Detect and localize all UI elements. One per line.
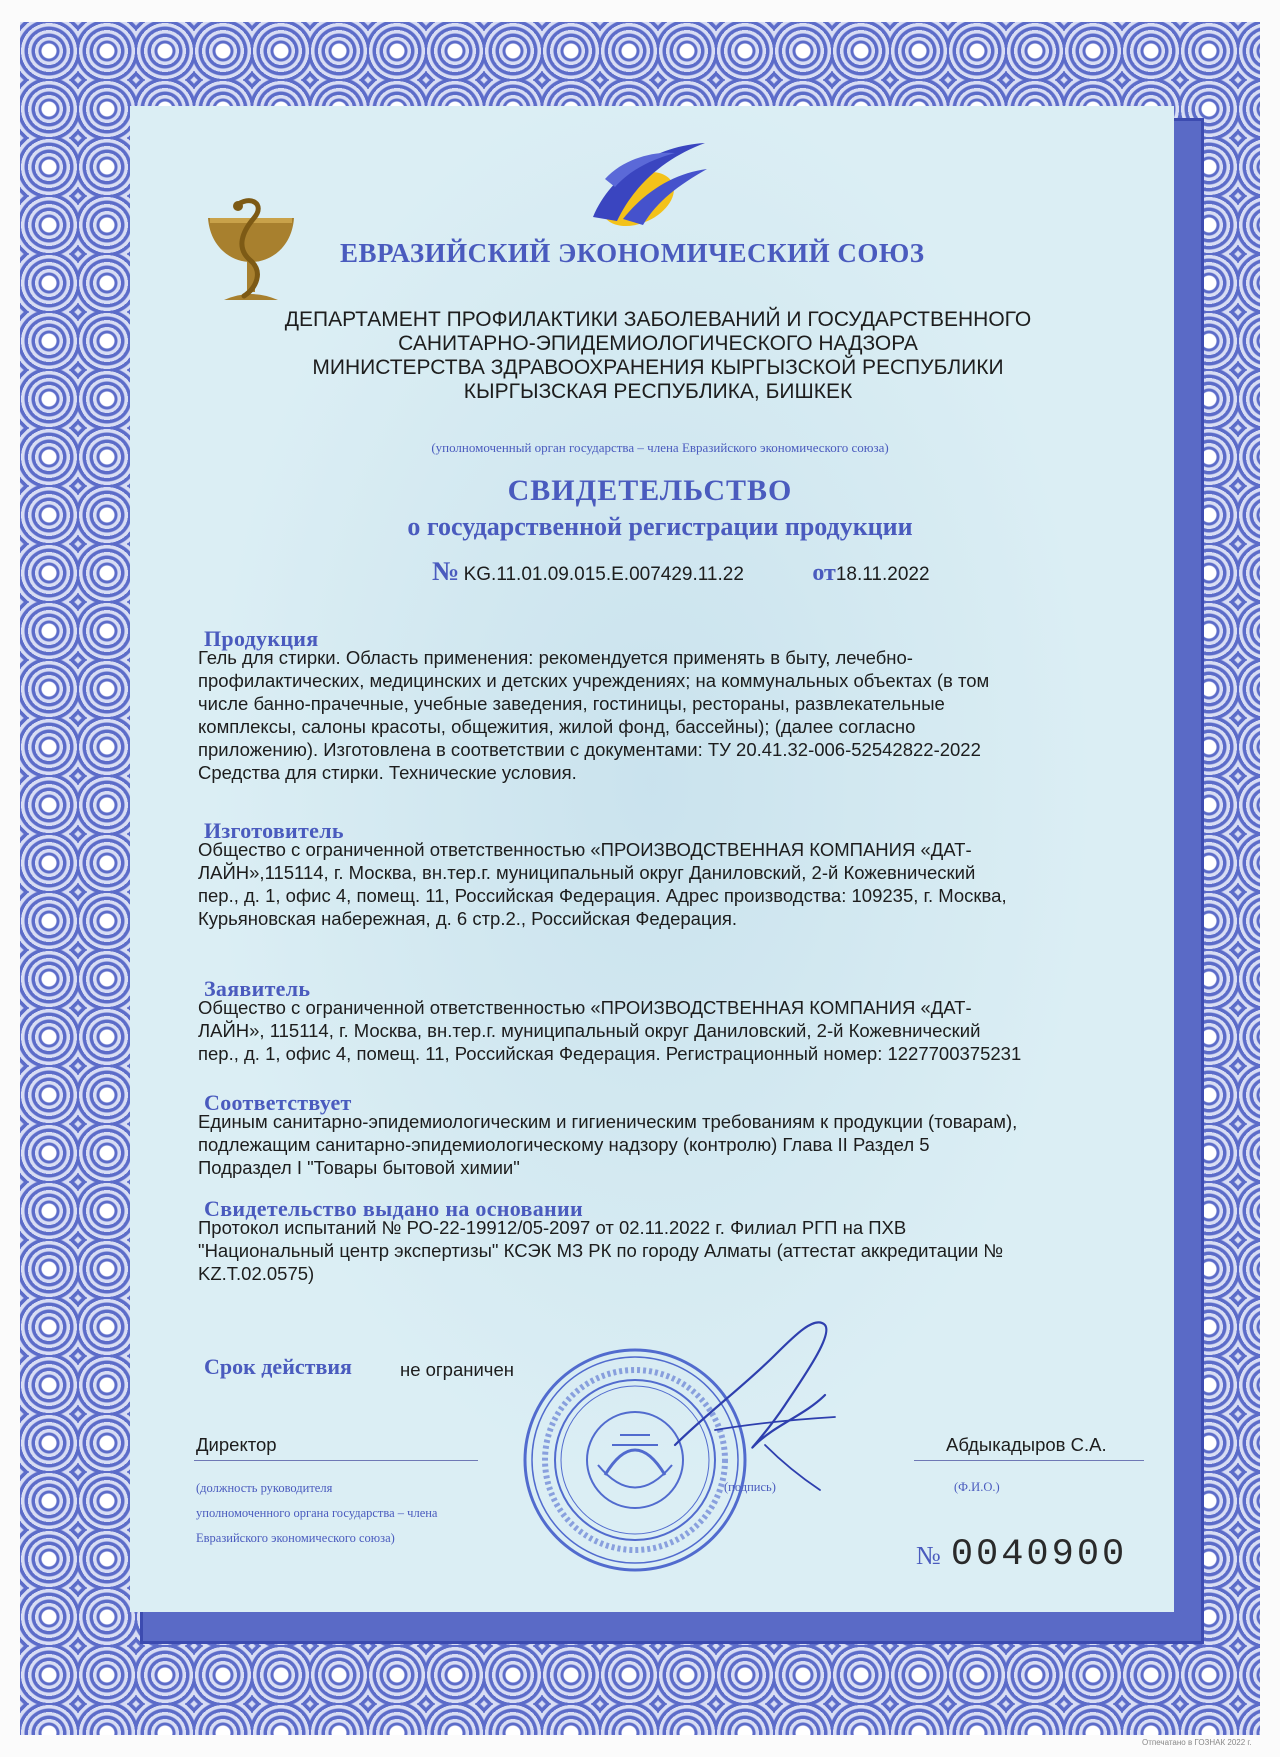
number-mark: № [432,556,460,586]
name-caption: (Ф.И.О.) [954,1480,1000,1494]
applicant-line: пер., д. 1, офис 4, помещ. 11, Российская Федерация. Регистрационный номер: 1227700375231 [198,1043,1022,1064]
certificate-subtitle: о государственной регистрации продукции [407,512,913,541]
certificate-number: KG.11.01.09.015.Е.007429.11.22 [463,564,744,585]
product-heading: Продукция [204,626,319,651]
product-line: профилактических, медицинских и детских учреждениях; на коммунальных объектах (в том [198,670,990,691]
product-line: числе банно-прачечные, учебные заведения, гостиницы, рестораны, развлекательные [198,693,945,714]
union-title: ЕВРАЗИЙСКИЙ ЭКОНОМИЧЕСКИЙ СОЮЗ [340,238,925,268]
department-line: ДЕПАРТАМЕНТ ПРОФИЛАКТИКИ ЗАБОЛЕВАНИЙ И ГОСУДАРСТВЕННОГО [284,308,1032,331]
manufacturer-body [198,838,1128,930]
bowl-of-hygieia-icon [206,196,296,304]
date-label: от [812,560,836,586]
position-caption-line: уполномоченного органа государства – члена [196,1506,438,1520]
manufacturer-line: пер., д. 1, офис 4, помещ. 11, Российская Федерация. Адрес производства: 109235, г. Москва, [198,885,1007,906]
serial-number [916,1534,1127,1576]
certificate-date: 18.11.2022 [835,564,930,585]
basis-line: Протокол испытаний № РО-22-19912/05-2097 от 02.11.2022 г. Филиал РГП на ПХВ [198,1217,907,1238]
handwritten-signature [655,1295,855,1495]
director-position: Директор [196,1434,277,1455]
product-line: Гель для стирки. Область применения: рекомендуется применять в быту, лечебно- [198,647,913,668]
product-line: комплексы, салоны красоты, общежития, жилой фонд, бассейны); (далее согласно [198,716,916,737]
serial-mark: № [916,1541,941,1570]
department-block [278,308,1038,404]
basis-heading: Свидетельство выдано на основании [204,1196,583,1221]
applicant-line: ЛАЙН», 115114, г. Москва, вн.тер.г. муниципальный округ Даниловский, 2-й Кожевнический [198,1020,981,1041]
product-line: приложению). Изготовлена в соответствии с документами: ТУ 20.41.32-006-52542822-2022 [198,739,981,760]
printer-imprint: Отпечатано в ГОЗНАК 2022 г. [1142,1738,1252,1747]
product-line: Средства для стирки. Технические условия. [198,762,577,783]
conforms-heading: Соответствует [204,1090,352,1115]
manufacturer-heading: Изготовитель [204,818,344,843]
conforms-line: Единым санитарно-эпидемиологическим и гигиеническим требованиям к продукции (товарам), [198,1111,1018,1132]
manufacturer-line: Курьяновская набережная, д. 6 стр.2., Российская Федерация. [198,908,738,929]
certificate-title: СВИДЕТЕЛЬСТВО [507,474,793,507]
validity-value: не ограничен [400,1359,514,1380]
applicant-heading: Заявитель [204,976,311,1001]
position-caption-line: Евразийского экономического союза) [196,1531,395,1545]
position-caption [196,1476,516,1551]
conforms-body [198,1110,1128,1179]
department-line: МИНИСТЕРСТВА ЗДРАВООХРАНЕНИЯ КЫРГЫЗСКОЙ РЕСПУБЛИКИ [312,356,1004,379]
conforms-line: Подраздел I "Товары бытовой химии" [198,1157,520,1178]
director-name: Абдыкадыров С.А. [946,1434,1107,1455]
serial-value: 0040900 [950,1534,1128,1576]
basis-line: KZ.T.02.0575) [198,1263,315,1284]
applicant-body [198,996,1128,1065]
signature-caption: (подпись) [724,1480,776,1494]
department-line: КЫРГЫЗСКАЯ РЕСПУБЛИКА, БИШКЕК [463,380,853,403]
manufacturer-line: ЛАЙН»,115114, г. Москва, вн.тер.г. муниципальный округ Даниловский, 2-й Кожевнический [198,862,976,883]
department-line: САНИТАРНО-ЭПИДЕМИОЛОГИЧЕСКОГО НАДЗОРА [398,332,918,355]
eaeu-emblem-icon [583,139,713,231]
authority-note: (уполномоченный орган государства – члена Евразийского экономического союза) [431,440,889,455]
validity-label: Срок действия [204,1354,352,1379]
applicant-line: Общество с ограниченной ответственностью «ПРОИЗВОДСТВЕННАЯ КОМПАНИЯ «ДАТ- [198,997,972,1018]
product-body [198,646,1128,784]
certificate-number-line [432,556,930,587]
position-underline [194,1460,478,1461]
name-underline [914,1460,1144,1461]
basis-body [198,1216,1128,1285]
position-caption-line: (должность руководителя [196,1481,333,1495]
conforms-line: подлежащим санитарно-эпидемиологическому надзору (контролю) Глава II Раздел 5 [198,1134,930,1155]
basis-line: "Национальный центр экспертизы" КСЭК МЗ РК по городу Алматы (аттестат аккредитации № [198,1240,1004,1261]
manufacturer-line: Общество с ограниченной ответственностью «ПРОИЗВОДСТВЕННАЯ КОМПАНИЯ «ДАТ- [198,839,972,860]
